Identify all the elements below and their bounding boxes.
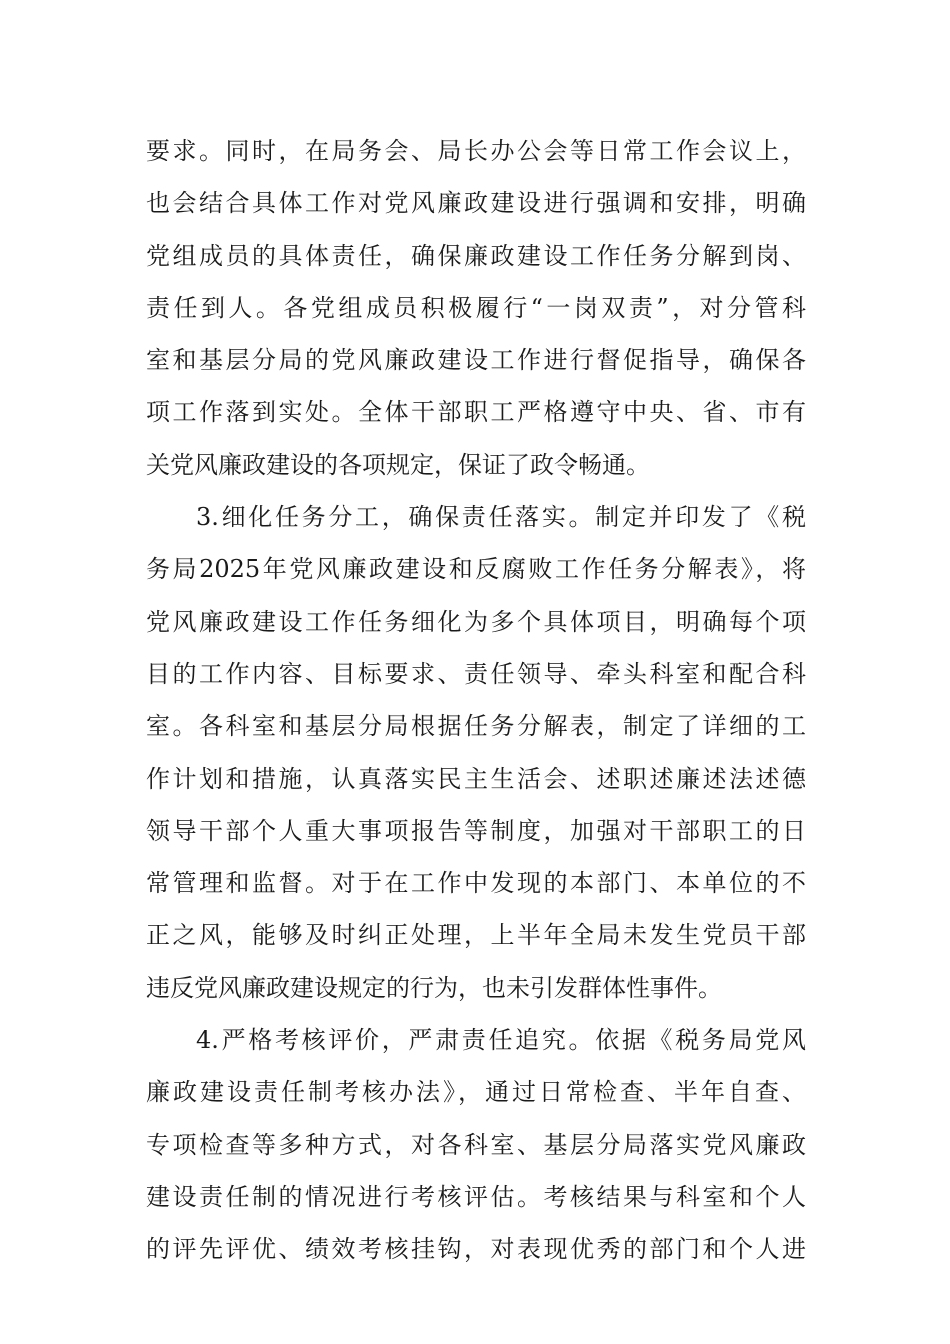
text-line: 作计划和措施，认真落实民主生活会、述职述廉述法述德 [146, 764, 806, 793]
text-line: 专项检查等多种方式，对各科室、基层分局落实党风廉政 [146, 1130, 806, 1159]
text-line: 3.细化任务分工，确保责任落实。制定并印发了《税 [196, 503, 806, 532]
text-line: 领导干部个人重大事项报告等制度，加强对干部职工的日 [146, 816, 806, 845]
paragraph [146, 125, 806, 491]
text-line: 廉政建设责任制考核办法》，通过日常检查、半年自查、 [146, 1078, 806, 1107]
paragraph [146, 491, 806, 1014]
text-line: 正之风，能够及时纠正处理，上半年全局未发生党员干部 [146, 921, 806, 950]
text-line: 目的工作内容、目标要求、责任领导、牵头科室和配合科 [146, 659, 806, 688]
text-line: 要求。同时，在局务会、局长办公会等日常工作会议上， [146, 137, 806, 165]
text-line: 室和基层分局的党风廉政建设工作进行督促指导，确保各 [146, 346, 806, 375]
text-line: 室。各科室和基层分局根据任务分解表，制定了详细的工 [146, 712, 806, 741]
text-line: 违反党风廉政建设规定的行为，也未引发群体性事件。 [146, 973, 722, 1002]
text-line: 建设责任制的情况进行考核评估。考核结果与科室和个人 [146, 1182, 806, 1211]
text-line: 的评先评优、绩效考核挂钩，对表现优秀的部门和个人进 [146, 1235, 806, 1264]
body-text [146, 125, 806, 1276]
text-line: 党风廉政建设工作任务细化为多个具体项目，明确每个项 [146, 607, 806, 636]
text-line: 4.严格考核评价，严肃责任追究。依据《税务局党风 [196, 1026, 806, 1055]
text-line: 责任到人。各党组成员积极履行“一岗双责”，对分管科 [146, 293, 806, 322]
text-line: 也会结合具体工作对党风廉政建设进行强调和安排，明确 [146, 189, 806, 218]
text-line: 务局2025年党风廉政建设和反腐败工作任务分解表》，将 [146, 555, 806, 584]
text-line: 常管理和监督。对于在工作中发现的本部门、本单位的不 [146, 869, 806, 898]
text-line: 党组成员的具体责任，确保廉政建设工作任务分解到岗、 [146, 241, 806, 270]
text-line: 关党风廉政建设的各项规定，保证了政令畅通。 [146, 450, 650, 479]
paragraph [146, 1014, 806, 1275]
text-line: 项工作落到实处。全体干部职工严格遵守中央、省、市有 [146, 398, 806, 427]
